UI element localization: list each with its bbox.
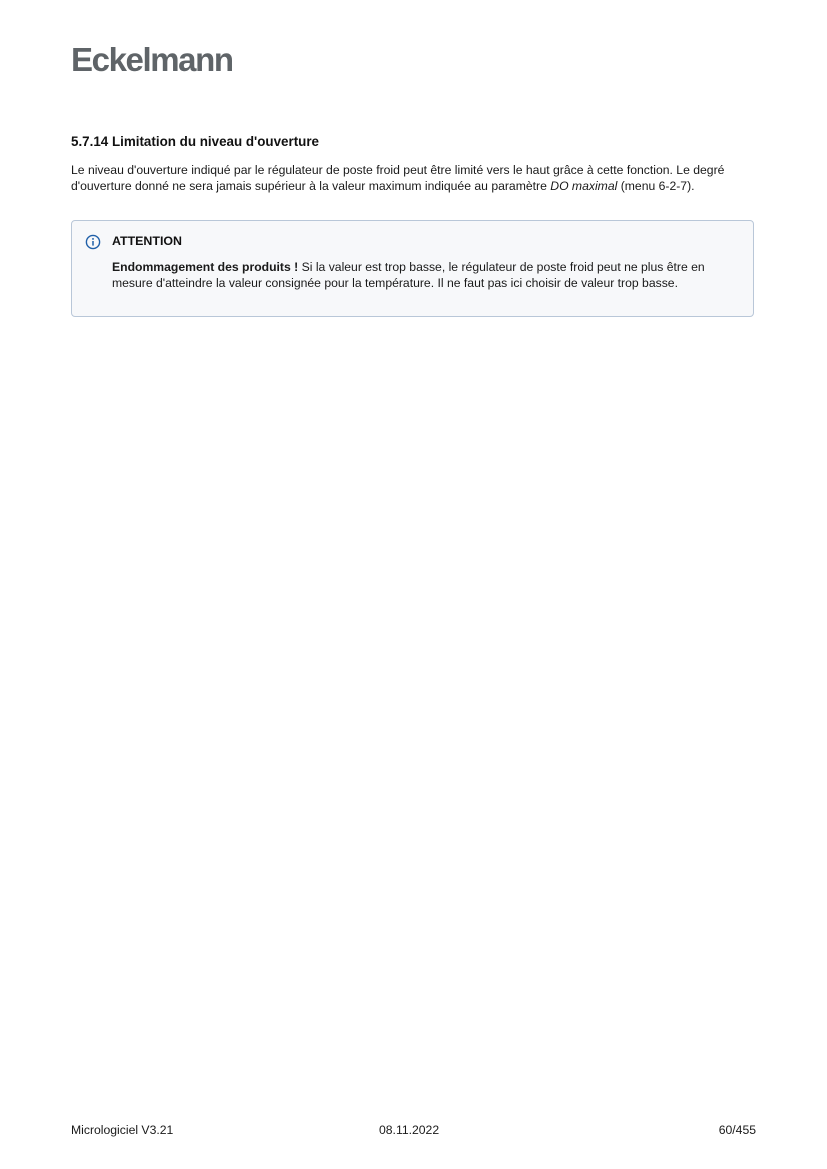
footer-firmware-version: Micrologiciel V3.21: [71, 1123, 174, 1137]
notice-bold-lead: Endommagement des produits !: [112, 260, 299, 274]
parameter-name: DO maximal: [550, 179, 618, 193]
notice-body: [112, 259, 742, 291]
paragraph-text: Le niveau d'ouverture indiqué par le régulateur de poste froid peut être limité vers le haut grâce à cette fonction. Le degré d'ouverture donné ne sera jamais supérieur à la valeur maximum indiquée au paramètre: [71, 163, 725, 193]
footer-date: 08.11.2022: [379, 1123, 440, 1137]
footer-page-number: 60/455: [718, 1123, 756, 1137]
notice-text: Si la valeur est trop basse, le régulateur de poste froid peut ne plus être en mesure d'atteindre la valeur consignée pour la température. Il ne faut pas ici choisir de valeur trop basse.: [112, 260, 705, 290]
attention-notice: [71, 220, 754, 317]
section-paragraph: [71, 162, 761, 194]
company-logo: Eckelmann: [71, 41, 233, 78]
info-circle-icon: [85, 234, 101, 250]
notice-title: ATTENTION: [112, 234, 182, 248]
paragraph-text-end: (menu 6-2-7).: [617, 179, 695, 193]
section-heading: 5.7.14 Limitation du niveau d'ouverture: [71, 134, 319, 149]
